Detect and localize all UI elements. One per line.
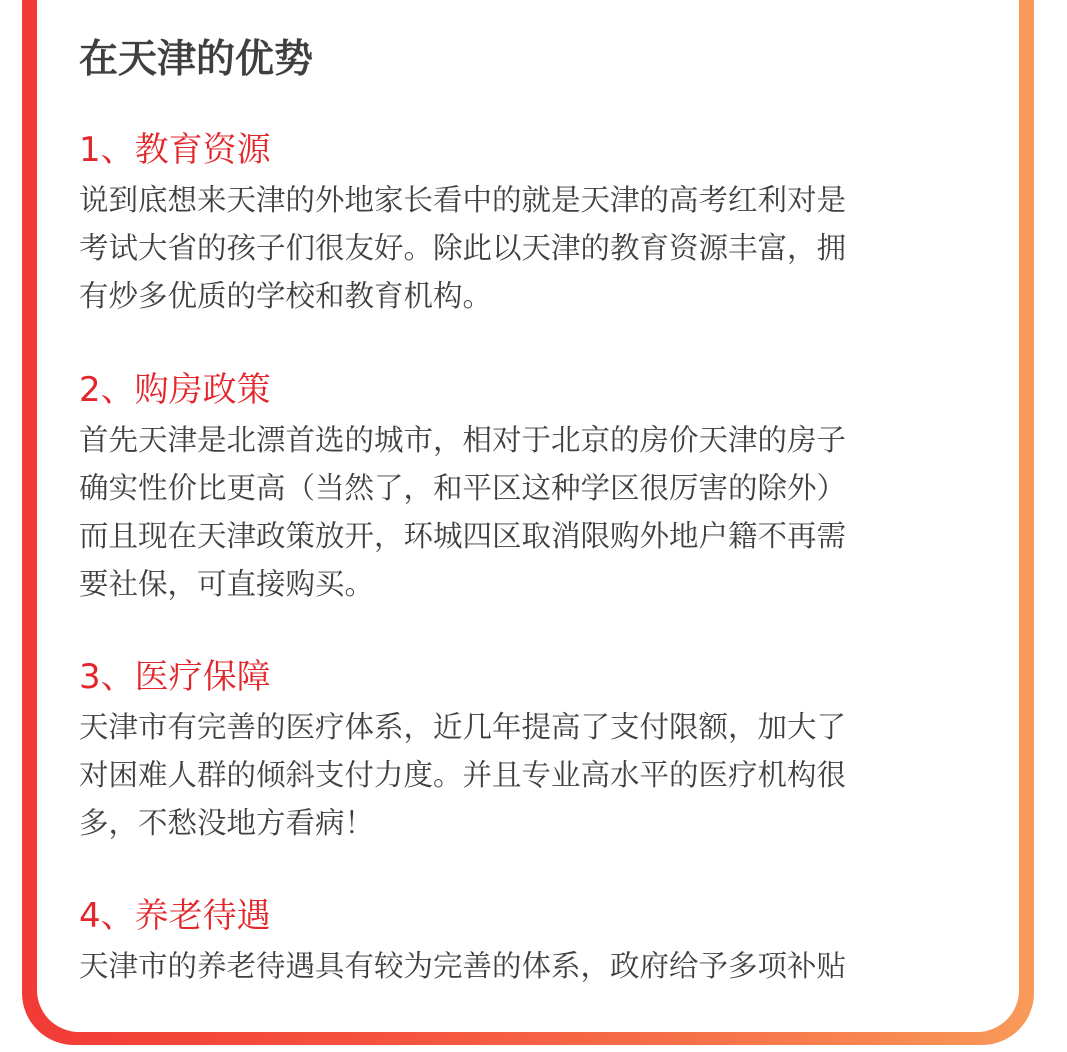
body-line: 多，不愁没地方看病！ [79,806,375,840]
body-line: 考试大省的孩子们很友好。除此以天津的教育资源丰富，拥 [79,231,847,265]
content-card [37,0,1019,1032]
section-pension [79,896,979,990]
section-medical [79,657,979,847]
section-housing [79,370,979,608]
body-line: 说到底想来天津的外地家长看中的就是天津的高考红利对是 [79,183,847,217]
body-line: 首先天津是北漂首选的城市，相对于北京的房价天津的房子 [79,423,847,457]
section-heading: 2、购房政策 [79,370,271,410]
body-line: 而且现在天津政策放开，环城四区取消限购外地户籍不再需 [79,519,847,553]
body-line: 对困难人群的倾斜支付力度。并且专业高水平的医疗机构很 [79,758,847,792]
section-body [79,176,979,320]
body-line: 确实性价比更高（当然了，和平区这种学区很厉害的除外） [79,471,847,505]
section-body [79,703,979,847]
body-line: 要社保，可直接购买。 [79,567,375,601]
body-line: 天津市有完善的医疗体系，近几年提高了支付限额，加大了 [79,710,847,744]
section-heading: 1、教育资源 [79,130,271,170]
page-title: 在天津的优势 [79,37,314,82]
section-heading: 4、养老待遇 [79,896,271,936]
section-body [79,416,979,608]
section-body [79,942,979,990]
section-education [79,130,979,320]
section-heading: 3、医疗保障 [79,657,271,697]
body-line: 有炒多优质的学校和教育机构。 [79,279,493,313]
body-line: 天津市的养老待遇具有较为完善的体系，政府给予多项补贴 [79,949,847,983]
